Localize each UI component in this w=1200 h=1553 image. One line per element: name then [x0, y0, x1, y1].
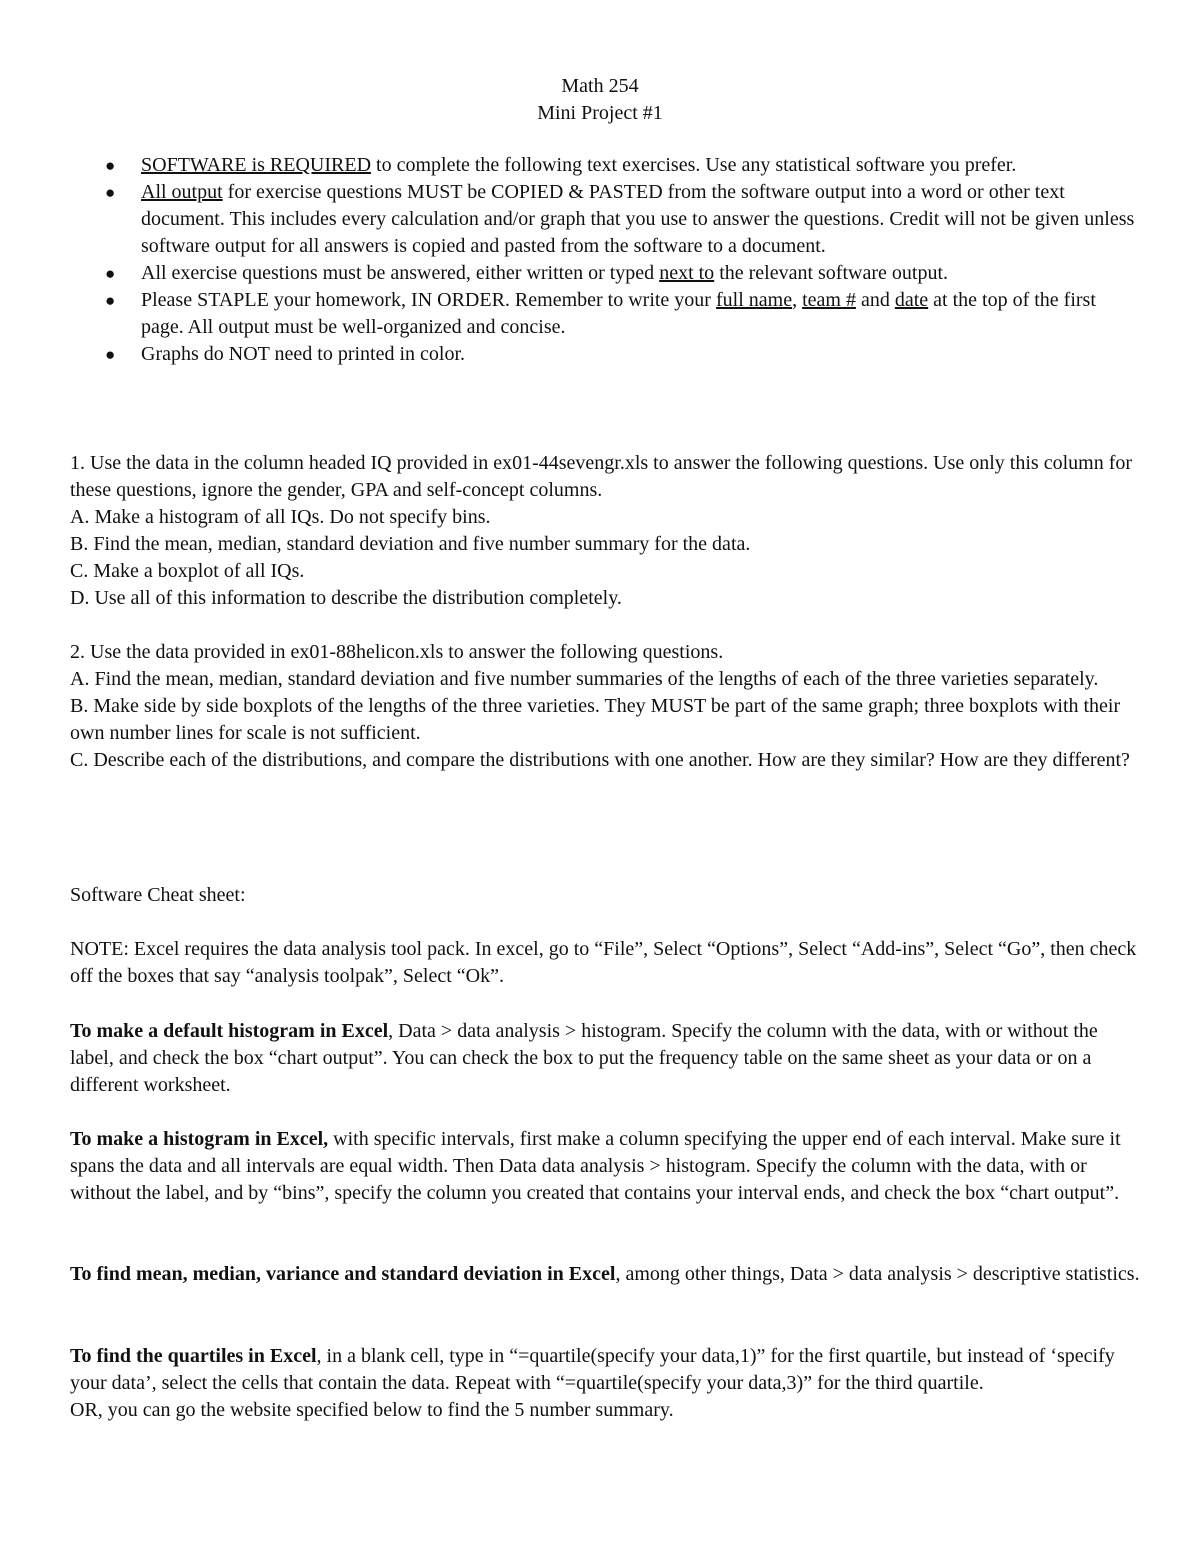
list-item	[70, 179, 1135, 260]
section-heading: To make a histogram in Excel,	[70, 1128, 329, 1150]
bullet-icon: ●	[105, 183, 116, 202]
section-text: , among other things, Data > data analysis > descriptive statistics.	[615, 1263, 1140, 1285]
underlined-text: full name	[715, 289, 793, 311]
instruction-text: the relevant software output.	[714, 262, 948, 284]
instruction-text: and	[855, 289, 895, 311]
course-title: Math 254	[561, 75, 639, 97]
bullet-icon: ●	[105, 345, 116, 364]
bullet-icon: ●	[105, 156, 116, 175]
section-text: with specific intervals, first make a column specifying the upper end of each interval. Make sure it spans the data and all intervals are equal width. Then Data data analysis > histogram. Specify the column with the data, with or without the label, and by “bins”, specify the column you created that contains your interval ends, and check the box “chart output”.	[70, 1128, 1121, 1204]
question-1	[70, 450, 1140, 612]
underlined-text: date	[894, 289, 929, 311]
question-part: D. Use all of this information to describe the distribution completely.	[70, 587, 622, 609]
instruction-text: for exercise questions MUST be COPIED & PASTED from the software output into a word or other text document. This includes every calculation and/or graph that you use to answer the questions. Credit will not be given unless software output for all answers is copied and pasted from the software to a document.	[141, 181, 1135, 257]
instruction-text: Graphs do NOT need to printed in color.	[141, 343, 466, 365]
question-part: A. Make a histogram of all IQs. Do not specify bins.	[70, 506, 491, 528]
section-heading: To find the quartiles in Excel	[70, 1345, 317, 1367]
section-text: , in a blank cell, type in “=quartile(specify your data,1)” for the first quartile, but instead of ‘specify your data’, select the cells that contain the data. Repeat with “=quartile(specify your data,3)” for the third quartile.	[70, 1345, 1115, 1394]
alternative-note: OR, you can go the website specified below to find the 5 number summary.	[70, 1399, 674, 1421]
underlined-text: SOFTWARE is REQUIRED	[141, 154, 372, 176]
instruction-text: to complete the following text exercises. Use any statistical software you prefer.	[371, 154, 1017, 176]
question-2	[70, 639, 1140, 774]
project-title: Mini Project #1	[537, 102, 663, 124]
question-intro: 2. Use the data provided in ex01-88helicon.xls to answer the following questions.	[70, 641, 724, 663]
question-part: C. Describe each of the distributions, and compare the distributions with one another. How are they similar? How are they different?	[70, 749, 1130, 771]
excel-note: NOTE: Excel requires the data analysis tool pack. In excel, go to “File”, Select “Options”, Select “Add-ins”, Select “Go”, then check off the boxes that say “analysis toolpak”, Select “Ok”.	[70, 938, 1137, 987]
question-part: B. Make side by side boxplots of the lengths of the three varieties. They MUST be part of the same graph; three boxplots with their own number lines for scale is not sufficient.	[70, 695, 1121, 744]
cheat-sheet-title: Software Cheat sheet:	[70, 884, 246, 906]
question-part: C. Make a boxplot of all IQs.	[70, 560, 305, 582]
underlined-text: team #	[802, 289, 856, 311]
instructions-list	[70, 152, 1135, 368]
question-part: B. Find the mean, median, standard deviation and five number summary for the data.	[70, 533, 751, 555]
instruction-text: at the top of the first page. All output must be well-organized and concise.	[141, 289, 1096, 338]
default-histogram-instructions	[70, 1018, 1140, 1099]
section-heading: To find mean, median, variance and standard deviation in Excel	[70, 1263, 616, 1285]
instruction-text: All exercise questions must be answered, either written or typed	[141, 262, 660, 284]
histogram-instructions	[70, 1126, 1140, 1207]
underlined-text: next to	[659, 262, 715, 284]
list-item	[70, 287, 1135, 341]
question-intro: 1. Use the data in the column headed IQ provided in ex01-44sevengr.xls to answer the following questions. Use only this column for these questions, ignore the gender, GPA and self-concept columns.	[70, 452, 1133, 501]
section-text: , Data > data analysis > histogram. Specify the column with the data, with or without the label, and check the box “chart output”. You can check the box to put the frequency table on the same sheet as your data or on a different worksheet.	[70, 1020, 1098, 1096]
list-item	[70, 260, 1135, 287]
underlined-text: All output	[141, 181, 223, 203]
instruction-text: Please STAPLE your homework, IN ORDER. Remember to write your	[141, 289, 716, 311]
descriptive-stats-instructions	[70, 1261, 1140, 1288]
bullet-icon: ●	[105, 264, 116, 283]
section-heading: To make a default histogram in Excel	[70, 1020, 389, 1042]
list-item	[70, 152, 1135, 179]
question-part: A. Find the mean, median, standard deviation and five number summaries of the lengths of each of the three varieties separately.	[70, 668, 1099, 690]
instruction-text: ,	[792, 289, 803, 311]
list-item	[70, 341, 1135, 368]
bullet-icon: ●	[105, 291, 116, 310]
quartile-instructions	[70, 1343, 1140, 1424]
